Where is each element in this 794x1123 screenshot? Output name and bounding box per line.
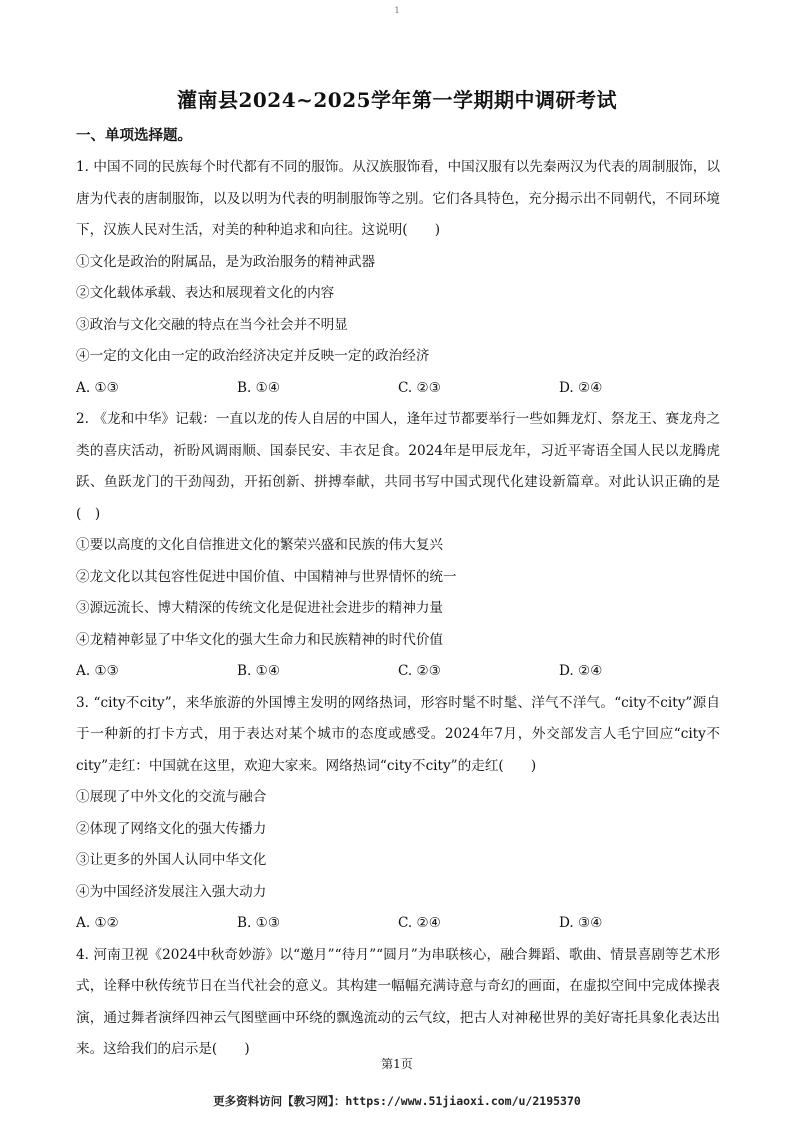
choice-b: B. ①③ <box>237 915 281 931</box>
statement-option: ②文化载体承载、表达和展现着文化的内容 <box>76 285 335 301</box>
statement-option: ④龙精神彰显了中华文化的强大生命力和民族精神的时代价值 <box>76 631 444 648</box>
statement-option: ①要以高度的文化自信推进文化的繁荣兴盛和民族的伟大复兴 <box>76 537 444 553</box>
promo-link[interactable]: 更多资料访问【教习网】：https://www.51jiaoxi.com/u/2195370 <box>213 1094 581 1108</box>
question-stem: 2. 《龙和中华》记载：一直以龙的传人自居的中国人，逢年过节都要举行一些如舞龙灯、祭龙王、赛龙舟之类的喜庆活动，祈盼风调雨顺、国泰民安、丰衣足食。2024年是甲辰龙年，习近平寄语全国人民以龙腾虎跃、鱼跃龙门的干劲闯劲，开拓创新、拼搏奉献，共同书写中国式现代化建设新篇章。对此认识正确的是( ) <box>76 411 720 522</box>
choice-b: B. ①④ <box>237 663 281 679</box>
page-title: 灌南县2024~2025学年第一学期期中调研考试 <box>176 88 618 112</box>
statement-option: ①文化是政治的附属品，是为政治服务的精神武器 <box>76 253 376 270</box>
page-number: 第1页 <box>381 1057 413 1071</box>
choice-c: C. ②③ <box>398 379 441 396</box>
question-4 <box>76 940 720 1066</box>
choice-c: C. ②④ <box>398 915 441 931</box>
question-stem: 4. 河南卫视《2024中秋奇妙游》以“邀月”“待月”“圆月”为串联核心，融合舞蹈、歌曲、情景喜剧等艺术形式，诠释中秋传统节日在当代社会的意义。其构建一幅幅充满诗意与奇幻的画面，在虚拟空间中完成体操表演，通过舞者演绎四神云气图壁画中环绕的飘逸流动的云气纹，把古人对神秘世界的美好寄托具象化表达出来。这给我们的启示是( ) <box>76 946 720 1057</box>
answer-choices <box>76 656 720 688</box>
question-3 <box>76 688 720 940</box>
statement-option: ④为中国经济发展注入强大动力 <box>76 883 267 900</box>
statement-option: ②体现了网络文化的强大传播力 <box>76 820 267 837</box>
statement-option: ③让更多的外国人认同中华文化 <box>76 852 267 868</box>
choice-c: C. ②③ <box>398 663 441 679</box>
page-top-mark: 1 <box>394 6 400 15</box>
section-heading: 一、单项选择题。 <box>76 127 192 144</box>
statement-option: ③政治与文化交融的特点在当今社会并不明显 <box>76 316 348 333</box>
answer-choices <box>76 373 720 405</box>
choice-d: D. ②④ <box>559 379 603 396</box>
choice-a: A. ①③ <box>76 663 119 679</box>
question-1 <box>76 152 720 404</box>
statement-option: ①展现了中外文化的交流与融合 <box>76 789 267 805</box>
question-stem: 1. 中国不同的民族每个时代都有不同的服饰。从汉族服饰看，中国汉服有以先秦两汉为代表的周制服饰，以唐为代表的唐制服饰，以及以明为代表的明制服饰等之别。它们各具特色，充分揭示出不同朝代，不同环境下，汉族人民对生活，对美的种种追求和向往。这说明( ) <box>76 159 720 238</box>
statement-option: ②龙文化以其包容性促进中国价值、中国精神与世界情怀的统一 <box>76 568 457 585</box>
choice-a: A. ①③ <box>76 379 119 396</box>
choice-a: A. ①② <box>76 915 119 931</box>
question-stem: 3. “city不city”，来华旅游的外国博主发明的网络热词，形容时髦不时髦、洋气不洋气。“city不city”源自于一种新的打卡方式，用于表达对某个城市的态度或感受。2024年7月，外交部发言人毛宁回应“city不city”走红：中国就在这里，欢迎大家来。网络热词“city不city”的走红( ) <box>76 694 720 774</box>
choice-d: D. ③④ <box>559 915 603 931</box>
question-list <box>76 152 720 1066</box>
question-2 <box>76 404 720 688</box>
answer-choices <box>76 908 720 940</box>
statement-option: ③源远流长、博大精深的传统文化是促进社会进步的精神力量 <box>76 600 444 616</box>
statement-option: ④一定的文化由一定的政治经济决定并反映一定的政治经济 <box>76 348 430 364</box>
choice-b: B. ①④ <box>237 379 281 396</box>
choice-d: D. ②④ <box>559 663 603 679</box>
